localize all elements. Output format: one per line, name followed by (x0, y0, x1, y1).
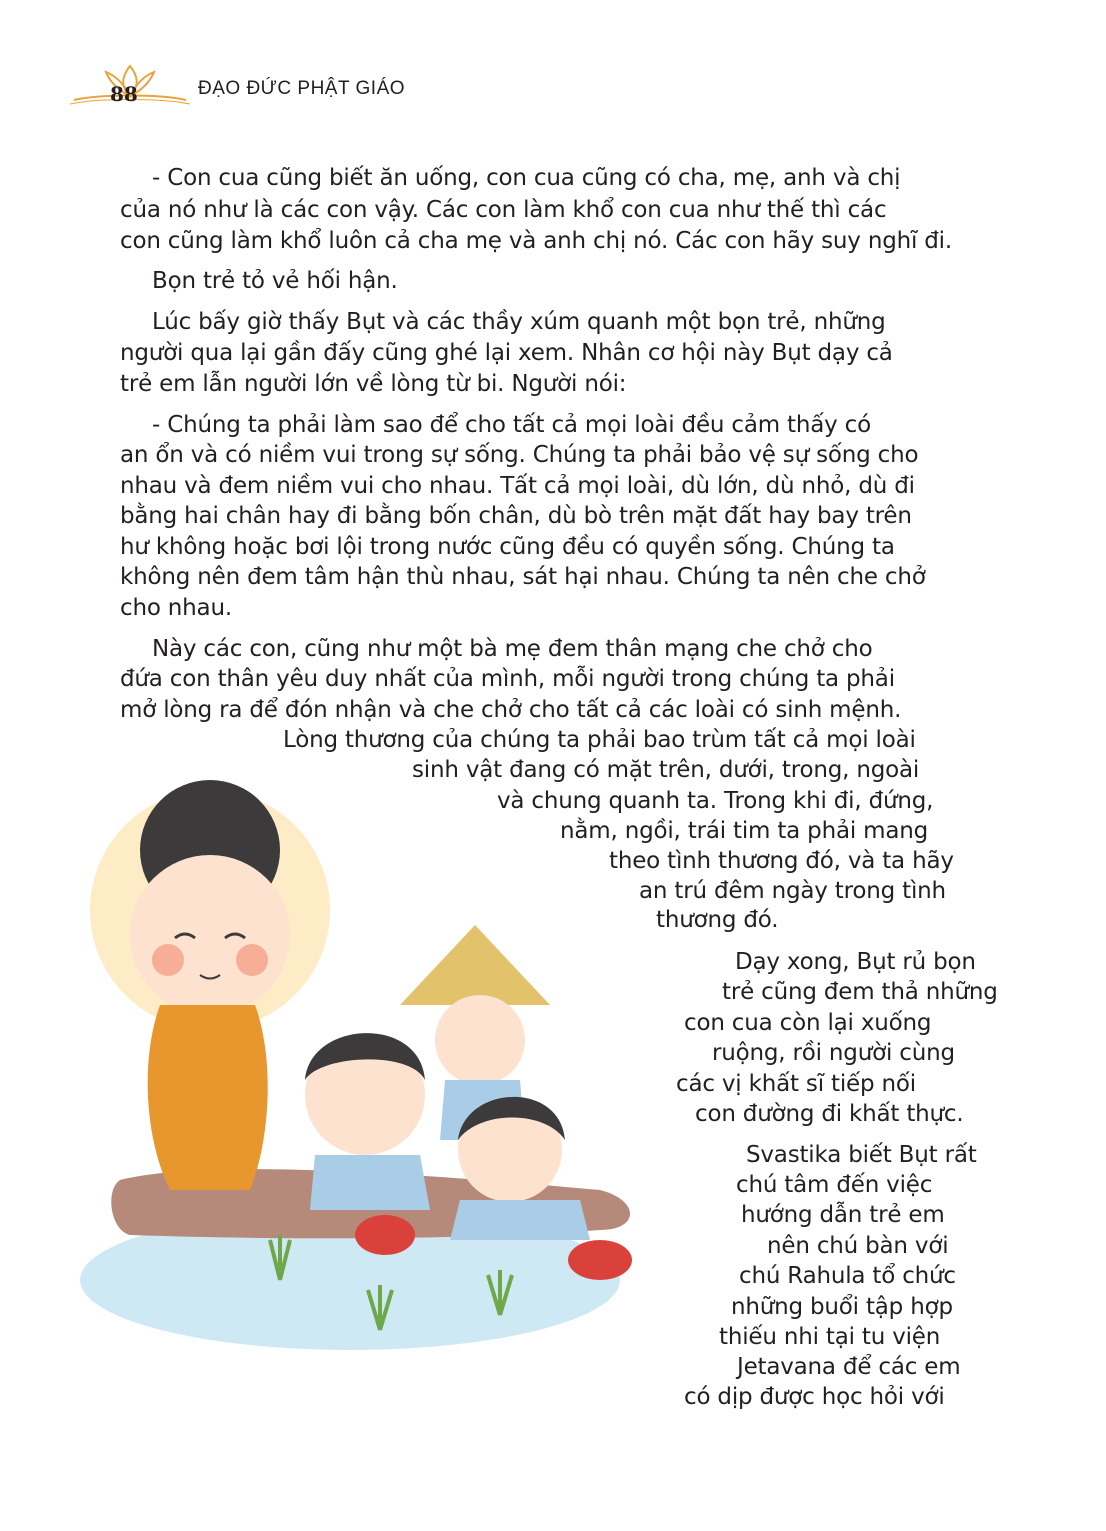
body-line: của nó như là các con vậy. Các con làm khổ con cua như thế thì các (120, 197, 887, 223)
body-line: theo tình thương đó, và ta hãy (609, 848, 954, 874)
buddha-and-children-releasing-crabs-illustration (80, 760, 680, 1380)
body-line: nằm, ngồi, trái tim ta phải mang (560, 818, 929, 844)
body-line: Lòng thương của chúng ta phải bao trùm tất cả mọi loài (283, 727, 916, 753)
body-line: hướng dẫn trẻ em (741, 1202, 945, 1228)
body-line: nhau và đem niềm vui cho nhau. Tất cả mọi loài, dù lớn, dù nhỏ, dù đi (120, 473, 915, 499)
body-line: con cua còn lại xuống (684, 1010, 932, 1036)
body-line: con cũng làm khổ luôn cả cha mẹ và anh chị nó. Các con hãy suy nghĩ đi. (120, 228, 952, 254)
body-line: Bọn trẻ tỏ vẻ hối hận. (152, 268, 398, 294)
book-title: ĐẠO ĐỨC PHẬT GIÁO (198, 78, 406, 99)
body-line: trẻ em lẫn người lớn về lòng từ bi. Người nói: (120, 371, 627, 397)
body-line: Dạy xong, Bụt rủ bọn (735, 949, 976, 975)
body-line: trẻ cũng đem thả những (722, 979, 998, 1005)
body-line: các vị khất sĩ tiếp nối (676, 1071, 916, 1097)
body-line: chú tâm đến việc (736, 1172, 933, 1198)
body-line: người qua lại gần đấy cũng ghé lại xem. Nhân cơ hội này Bụt dạy cả (120, 340, 893, 366)
body-line: cho nhau. (120, 595, 232, 621)
body-line: Svastika biết Bụt rất (746, 1142, 977, 1168)
body-line: ruộng, rồi người cùng (712, 1040, 955, 1066)
body-line: - Con cua cũng biết ăn uống, con cua cũng có cha, mẹ, anh và chị (152, 165, 901, 191)
body-line: những buổi tập hợp (731, 1294, 953, 1320)
body-line: con đường đi khất thực. (695, 1101, 964, 1127)
body-line: - Chúng ta phải làm sao để cho tất cả mọi loài đều cảm thấy có (152, 412, 871, 438)
body-line: và chung quanh ta. Trong khi đi, đứng, (497, 788, 934, 814)
body-line: thương đó. (656, 907, 779, 933)
body-line: Jetavana để các em (737, 1354, 961, 1380)
body-line: an ổn và có niềm vui trong sự sống. Chúng ta phải bảo vệ sự sống cho (120, 442, 919, 468)
page-number: 88 (110, 82, 138, 106)
body-line: đứa con thân yêu duy nhất của mình, mỗi người trong chúng ta phải (120, 666, 895, 692)
body-line: không nên đem tâm hận thù nhau, sát hại nhau. Chúng ta nên che chở (120, 564, 926, 590)
body-line: thiếu nhi tại tu viện (719, 1324, 941, 1350)
body-line: nên chú bàn với (767, 1233, 949, 1259)
body-line: mở lòng ra để đón nhận và che chở cho tất cả các loài có sinh mệnh. (120, 697, 902, 723)
body-line: hư không hoặc bơi lội trong nước cũng đều có quyền sống. Chúng ta (120, 534, 895, 560)
body-line: Lúc bấy giờ thấy Bụt và các thầy xúm quanh một bọn trẻ, những (152, 309, 886, 335)
page-header (70, 60, 470, 116)
body-line: sinh vật đang có mặt trên, dưới, trong, ngoài (412, 757, 920, 783)
body-line: bằng hai chân hay đi bằng bốn chân, dù bò trên mặt đất hay bay trên (120, 503, 912, 529)
body-line: Này các con, cũng như một bà mẹ đem thân mạng che chở cho (152, 636, 873, 662)
body-line: an trú đêm ngày trong tình (639, 878, 946, 904)
body-line: chú Rahula tổ chức (739, 1263, 956, 1289)
body-line: có dịp được học hỏi với (684, 1384, 945, 1410)
